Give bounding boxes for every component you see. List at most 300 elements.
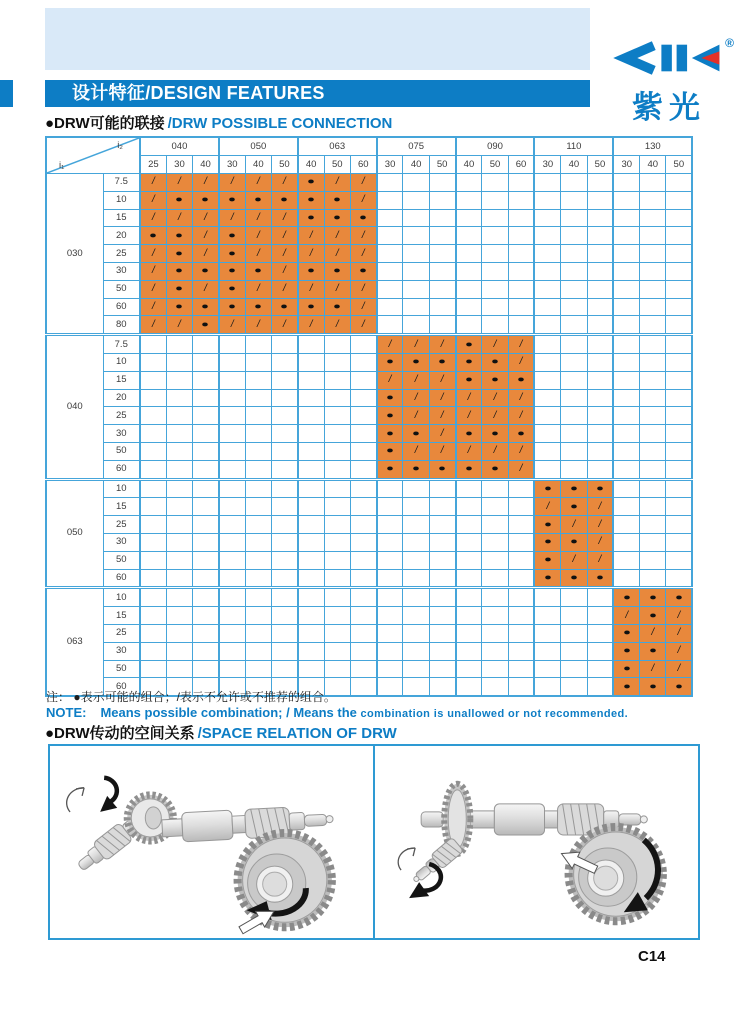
possible-dot: ● — [412, 356, 421, 367]
empty-cell — [534, 660, 560, 678]
combination-cell — [482, 442, 508, 460]
not-allowed-slash: / — [309, 318, 313, 330]
possible-dot: ● — [438, 463, 447, 474]
not-allowed-slash: / — [282, 247, 286, 259]
combination-cell — [166, 191, 192, 209]
combination-cell — [271, 280, 297, 298]
combination-cell — [377, 353, 403, 371]
not-allowed-slash: / — [178, 176, 181, 188]
combination-cell — [403, 353, 429, 371]
empty-cell — [193, 551, 219, 569]
empty-cell — [350, 353, 376, 371]
col-sub-header: 40 — [193, 156, 219, 174]
connection-table — [45, 136, 693, 697]
not-allowed-slash: / — [598, 518, 602, 530]
empty-cell — [403, 551, 429, 569]
not-allowed-slash: / — [440, 374, 444, 386]
combination-cell — [219, 245, 245, 263]
not-allowed-slash: / — [204, 283, 207, 295]
ratio-label: 10 — [103, 588, 140, 607]
empty-cell — [271, 442, 297, 460]
not-allowed-slash: / — [361, 194, 365, 206]
empty-cell — [403, 607, 429, 625]
empty-cell — [271, 569, 297, 588]
empty-cell — [534, 425, 560, 443]
empty-cell — [377, 298, 403, 316]
empty-cell — [587, 227, 613, 245]
not-allowed-slash: / — [414, 374, 418, 386]
possible-dot: ● — [228, 283, 237, 294]
ratio-label: 7.5 — [103, 174, 140, 192]
not-allowed-slash: / — [467, 445, 471, 457]
not-allowed-slash: / — [361, 300, 365, 312]
empty-cell — [534, 227, 560, 245]
empty-cell — [193, 569, 219, 588]
empty-cell — [613, 371, 639, 389]
combination-cell — [403, 371, 429, 389]
combination-cell — [561, 551, 587, 569]
empty-cell — [587, 407, 613, 425]
empty-cell — [587, 191, 613, 209]
possible-dot: ● — [596, 483, 604, 494]
empty-cell — [140, 479, 166, 498]
not-allowed-slash: / — [361, 247, 365, 259]
empty-cell — [456, 660, 482, 678]
empty-cell — [508, 569, 534, 588]
empty-cell — [245, 569, 271, 588]
empty-cell — [640, 442, 666, 460]
empty-cell — [640, 209, 666, 227]
combination-cell — [245, 245, 271, 263]
not-allowed-slash: / — [204, 211, 207, 223]
not-allowed-slash: / — [256, 283, 260, 295]
combination-cell — [377, 460, 403, 479]
combination-cell — [193, 280, 219, 298]
not-allowed-slash: / — [361, 283, 365, 295]
possible-dot: ● — [149, 230, 158, 241]
possible-dot: ● — [491, 356, 499, 367]
not-allowed-slash: / — [677, 662, 681, 674]
empty-cell — [324, 389, 350, 407]
ratio-label: 30 — [103, 642, 140, 660]
combination-cell — [324, 298, 350, 316]
empty-cell — [166, 460, 192, 479]
ratio-label: 60 — [103, 678, 140, 696]
empty-cell — [350, 479, 376, 498]
empty-cell — [508, 551, 534, 569]
empty-cell — [508, 262, 534, 280]
connection-table-head — [46, 137, 692, 174]
empty-cell — [193, 407, 219, 425]
empty-cell — [429, 607, 455, 625]
col-sub-header: 40 — [298, 156, 324, 174]
empty-cell — [193, 460, 219, 479]
not-allowed-slash: / — [414, 409, 418, 421]
empty-cell — [324, 442, 350, 460]
combination-cell — [456, 442, 482, 460]
empty-cell — [298, 442, 324, 460]
possible-dot: ● — [254, 265, 263, 276]
empty-cell — [350, 389, 376, 407]
zik-logo-mark — [610, 36, 734, 81]
col-sub-header: 60 — [508, 156, 534, 174]
empty-cell — [666, 353, 692, 371]
empty-cell — [508, 280, 534, 298]
empty-cell — [350, 607, 376, 625]
empty-cell — [298, 371, 324, 389]
possible-dot: ● — [491, 463, 499, 474]
combination-cell — [298, 298, 324, 316]
note-main: Means possible combination; / Means the — [100, 704, 357, 720]
empty-cell — [245, 353, 271, 371]
row-group-label: 063 — [46, 588, 103, 696]
empty-cell — [534, 389, 560, 407]
combination-cell — [193, 174, 219, 192]
not-allowed-slash: / — [335, 283, 339, 295]
not-allowed-slash: / — [309, 283, 313, 295]
empty-cell — [534, 624, 560, 642]
combination-cell — [613, 660, 639, 678]
possible-dot: ● — [517, 428, 525, 439]
empty-cell — [324, 516, 350, 534]
not-allowed-slash: / — [677, 627, 681, 639]
combination-cell — [508, 389, 534, 407]
empty-cell — [508, 298, 534, 316]
possible-dot: ● — [412, 428, 421, 439]
empty-cell — [271, 588, 297, 607]
empty-cell — [271, 335, 297, 354]
combination-cell — [508, 371, 534, 389]
empty-cell — [666, 227, 692, 245]
empty-cell — [561, 298, 587, 316]
combination-cell — [350, 191, 376, 209]
combination-cell — [298, 245, 324, 263]
empty-cell — [166, 660, 192, 678]
empty-cell — [429, 280, 455, 298]
not-allowed-slash: / — [598, 500, 602, 512]
empty-cell — [666, 174, 692, 192]
combination-cell — [534, 498, 560, 516]
combination-cell — [587, 479, 613, 498]
possible-dot: ● — [622, 663, 631, 674]
empty-cell — [456, 498, 482, 516]
combination-cell — [508, 442, 534, 460]
empty-cell — [561, 316, 587, 335]
empty-cell — [456, 516, 482, 534]
col-sub-header: 30 — [166, 156, 192, 174]
combination-cell — [561, 516, 587, 534]
combination-cell — [587, 498, 613, 516]
empty-cell — [508, 516, 534, 534]
possible-dot: ● — [175, 194, 184, 205]
col-sub-header: 50 — [666, 156, 692, 174]
empty-cell — [377, 569, 403, 588]
empty-cell — [324, 425, 350, 443]
empty-cell — [140, 460, 166, 479]
combination-cell — [666, 607, 692, 625]
empty-cell — [508, 498, 534, 516]
empty-cell — [429, 245, 455, 263]
empty-cell — [219, 569, 245, 588]
combination-cell — [350, 174, 376, 192]
empty-cell — [613, 245, 639, 263]
ratio-label: 15 — [103, 498, 140, 516]
ratio-label: 50 — [103, 551, 140, 569]
combination-cell — [561, 479, 587, 498]
possible-dot: ● — [201, 301, 210, 312]
not-allowed-slash: / — [388, 374, 392, 386]
combination-cell — [534, 479, 560, 498]
ratio-label: 80 — [103, 316, 140, 335]
empty-cell — [534, 607, 560, 625]
empty-cell — [508, 479, 534, 498]
empty-cell — [219, 533, 245, 551]
empty-cell — [193, 607, 219, 625]
empty-cell — [561, 191, 587, 209]
not-allowed-slash: / — [309, 247, 313, 259]
not-allowed-slash: / — [152, 176, 155, 188]
empty-cell — [324, 642, 350, 660]
ratio-label: 15 — [103, 607, 140, 625]
col-group-header: 050 — [219, 137, 298, 156]
combination-cell — [640, 588, 666, 607]
empty-cell — [456, 642, 482, 660]
col-sub-header: 30 — [377, 156, 403, 174]
empty-cell — [613, 316, 639, 335]
empty-cell — [587, 442, 613, 460]
empty-cell — [561, 335, 587, 354]
ratio-label: 15 — [103, 209, 140, 227]
combination-cell — [377, 442, 403, 460]
empty-cell — [166, 407, 192, 425]
table-note-en — [46, 706, 628, 721]
empty-cell — [193, 479, 219, 498]
empty-cell — [193, 335, 219, 354]
possible-dot: ● — [333, 212, 342, 223]
empty-cell — [219, 425, 245, 443]
ratio-label: 50 — [103, 442, 140, 460]
not-allowed-slash: / — [625, 609, 629, 621]
empty-cell — [403, 262, 429, 280]
ratio-label: 25 — [103, 516, 140, 534]
empty-cell — [219, 642, 245, 660]
empty-cell — [377, 624, 403, 642]
empty-cell — [140, 516, 166, 534]
brand-logo — [604, 36, 734, 127]
possible-dot: ● — [386, 428, 395, 439]
combination-cell — [298, 280, 324, 298]
col-sub-header: 60 — [350, 156, 376, 174]
hollow-rotation-arrow-icon — [398, 848, 415, 870]
empty-cell — [377, 245, 403, 263]
empty-cell — [587, 460, 613, 479]
empty-cell — [534, 191, 560, 209]
empty-cell — [666, 280, 692, 298]
not-allowed-slash: / — [282, 176, 286, 188]
not-allowed-slash: / — [467, 409, 471, 421]
not-allowed-slash: / — [335, 247, 339, 259]
empty-cell — [640, 335, 666, 354]
empty-cell — [403, 479, 429, 498]
empty-cell — [403, 588, 429, 607]
empty-cell — [508, 227, 534, 245]
empty-cell — [298, 588, 324, 607]
empty-cell — [482, 607, 508, 625]
combination-cell — [140, 316, 166, 335]
not-allowed-slash: / — [256, 211, 260, 223]
empty-cell — [613, 442, 639, 460]
empty-cell — [640, 245, 666, 263]
combination-cell — [508, 407, 534, 425]
combination-cell — [456, 425, 482, 443]
empty-cell — [508, 174, 534, 192]
empty-cell — [193, 442, 219, 460]
combination-cell — [429, 460, 455, 479]
connection-table-body — [46, 174, 692, 697]
combination-cell — [324, 262, 350, 280]
empty-cell — [508, 642, 534, 660]
combination-cell — [508, 353, 534, 371]
space-relation-panel-1 — [50, 746, 375, 938]
empty-cell — [166, 588, 192, 607]
ratio-label: 25 — [103, 407, 140, 425]
empty-cell — [429, 479, 455, 498]
empty-cell — [613, 353, 639, 371]
empty-cell — [219, 335, 245, 354]
empty-cell — [561, 425, 587, 443]
empty-cell — [429, 227, 455, 245]
combination-cell — [666, 678, 692, 696]
empty-cell — [245, 371, 271, 389]
empty-cell — [298, 569, 324, 588]
empty-cell — [140, 353, 166, 371]
empty-cell — [587, 316, 613, 335]
empty-cell — [140, 371, 166, 389]
empty-cell — [140, 642, 166, 660]
possible-dot: ● — [175, 248, 184, 259]
combination-cell — [429, 371, 455, 389]
possible-dot: ● — [386, 392, 395, 403]
empty-cell — [640, 389, 666, 407]
not-allowed-slash: / — [467, 391, 471, 403]
empty-cell — [482, 624, 508, 642]
empty-cell — [666, 407, 692, 425]
empty-cell — [271, 407, 297, 425]
empty-cell — [456, 209, 482, 227]
empty-cell — [245, 660, 271, 678]
empty-cell — [561, 245, 587, 263]
empty-cell — [350, 516, 376, 534]
empty-cell — [298, 479, 324, 498]
combination-cell — [324, 191, 350, 209]
possible-dot: ● — [465, 339, 473, 350]
empty-cell — [482, 227, 508, 245]
empty-cell — [403, 209, 429, 227]
not-allowed-slash: / — [361, 229, 365, 241]
empty-cell — [429, 316, 455, 335]
empty-cell — [561, 371, 587, 389]
empty-cell — [666, 298, 692, 316]
col-group-header: 110 — [534, 137, 613, 156]
col-sub-header: 40 — [403, 156, 429, 174]
combination-cell — [534, 516, 560, 534]
empty-cell — [482, 316, 508, 335]
possible-dot: ● — [648, 592, 657, 603]
empty-cell — [666, 262, 692, 280]
possible-dot: ● — [438, 356, 447, 367]
combination-cell — [482, 353, 508, 371]
possible-dot: ● — [201, 265, 210, 276]
empty-cell — [429, 174, 455, 192]
not-allowed-slash: / — [230, 318, 234, 330]
empty-cell — [587, 389, 613, 407]
empty-cell — [508, 245, 534, 263]
combination-cell — [456, 335, 482, 354]
combination-cell — [640, 607, 666, 625]
empty-cell — [298, 660, 324, 678]
combination-cell — [193, 209, 219, 227]
empty-cell — [140, 442, 166, 460]
empty-cell — [271, 498, 297, 516]
combination-cell — [561, 569, 587, 588]
combination-cell — [193, 298, 219, 316]
corner-label-i2: i₂ — [117, 140, 123, 151]
empty-cell — [140, 624, 166, 642]
empty-cell — [298, 335, 324, 354]
empty-cell — [640, 498, 666, 516]
combination-cell — [403, 407, 429, 425]
empty-cell — [587, 425, 613, 443]
empty-cell — [324, 551, 350, 569]
not-allowed-slash: / — [414, 445, 418, 457]
empty-cell — [350, 460, 376, 479]
ratio-label: 50 — [103, 660, 140, 678]
empty-cell — [482, 516, 508, 534]
possible-dot: ● — [491, 374, 499, 385]
ratio-label: 10 — [103, 353, 140, 371]
empty-cell — [166, 642, 192, 660]
combination-cell — [298, 174, 324, 192]
possible-dot: ● — [386, 463, 395, 474]
combination-cell — [429, 353, 455, 371]
combination-cell — [271, 298, 297, 316]
possible-dot: ● — [491, 428, 499, 439]
ratio-label: 20 — [103, 227, 140, 245]
empty-cell — [350, 569, 376, 588]
not-allowed-slash: / — [677, 645, 681, 657]
empty-cell — [666, 498, 692, 516]
empty-cell — [403, 569, 429, 588]
empty-cell — [350, 335, 376, 354]
empty-cell — [482, 479, 508, 498]
empty-cell — [350, 533, 376, 551]
combination-cell — [166, 316, 192, 335]
not-allowed-slash: / — [493, 409, 497, 421]
empty-cell — [219, 498, 245, 516]
combination-cell — [587, 516, 613, 534]
combination-cell — [219, 316, 245, 335]
empty-cell — [429, 209, 455, 227]
possible-dot: ● — [175, 265, 184, 276]
combination-cell — [456, 389, 482, 407]
empty-cell — [666, 479, 692, 498]
empty-cell — [219, 389, 245, 407]
empty-cell — [271, 516, 297, 534]
ratio-label: 30 — [103, 425, 140, 443]
empty-cell — [534, 588, 560, 607]
not-allowed-slash: / — [282, 265, 286, 277]
empty-cell — [140, 551, 166, 569]
